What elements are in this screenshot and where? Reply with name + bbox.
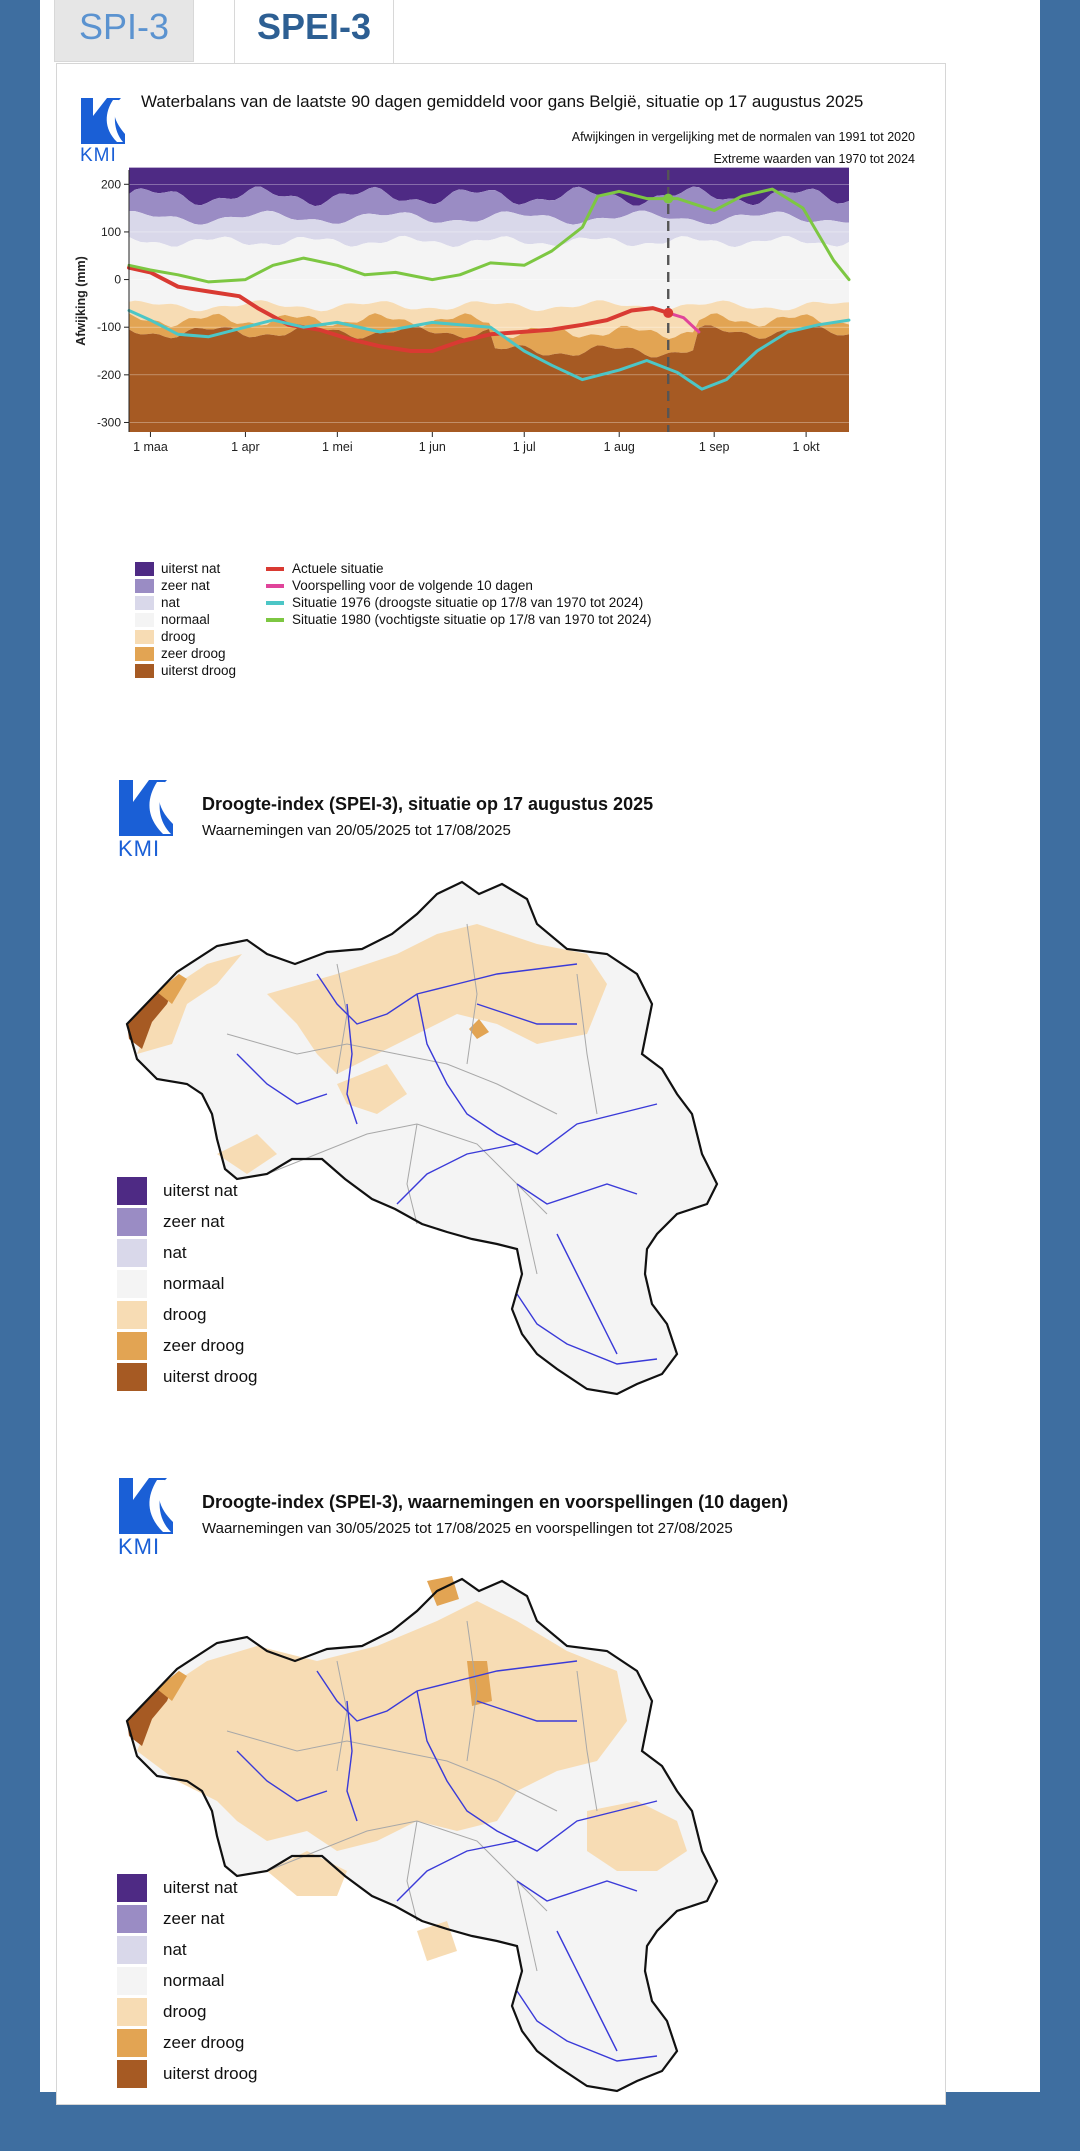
legend-swatch (117, 1967, 147, 1995)
y-tick-label: -100 (96, 320, 121, 335)
current-value-point (663, 308, 673, 318)
kmi-logo (117, 776, 179, 858)
x-tick-label: 1 sep (698, 440, 730, 454)
current-value-point (663, 194, 673, 204)
y-tick-label: -300 (96, 415, 121, 430)
legend-swatch (135, 596, 154, 610)
legend-label: normaal (163, 1274, 225, 1293)
kmi-logo (117, 1474, 179, 1556)
legend-label: normaal (163, 1971, 225, 1990)
legend-label: zeer nat (163, 1212, 225, 1231)
legend-swatch (117, 1177, 147, 1205)
legend-swatch (135, 630, 154, 644)
legend-swatch (117, 1332, 147, 1360)
kmi-logo (79, 94, 131, 164)
svg-text:KMI: KMI (80, 145, 117, 164)
y-tick-label: 200 (100, 177, 121, 192)
map2-legend (117, 1874, 317, 2104)
legend-swatch (117, 1905, 147, 1933)
map2-subtitle: Waarnemingen van 30/05/2025 tot 17/08/2025 en voorspellingen tot 27/08/2025 (202, 1520, 733, 1537)
legend-label: zeer droog (161, 646, 226, 661)
legend-swatch (135, 613, 154, 627)
legend-swatch (135, 664, 154, 678)
map1-legend (117, 1177, 317, 1407)
x-tick-label: 1 aug (603, 440, 635, 454)
legend-line-swatch (266, 567, 284, 571)
svg-text:KMI: KMI (118, 836, 161, 858)
y-tick-label: -200 (96, 367, 121, 382)
waterbalans-chart (57, 164, 943, 494)
legend-label: uiterst nat (163, 1181, 238, 1200)
chart-title: Waterbalans van de laatste 90 dagen gemiddeld voor gans België, situatie op 17 augustus 2025 (141, 92, 864, 111)
legend-label: normaal (161, 612, 210, 627)
svg-text:KMI: KMI (118, 1534, 161, 1556)
legend-label: nat (163, 1243, 187, 1262)
legend-swatch (117, 1239, 147, 1267)
legend-label: uiterst nat (161, 561, 221, 576)
content-panel (56, 63, 946, 2105)
legend-line-label: Situatie 1976 (droogste situatie op 17/8 van 1970 tot 2024) (292, 595, 644, 610)
x-tick-label: 1 maa (133, 440, 168, 454)
legend-label: nat (161, 595, 180, 610)
legend-swatch (117, 1936, 147, 1964)
map1-title: Droogte-index (SPEI-3), situatie op 17 augustus 2025 (202, 794, 654, 814)
legend-swatch (117, 1363, 147, 1391)
legend-line-swatch (266, 584, 284, 588)
legend-label: droog (161, 629, 196, 644)
chart-subtitle-extremes: Extreme waarden van 1970 tot 2024 (713, 152, 915, 166)
chart-subtitle-normals: Afwijkingen in vergelijking met de normalen van 1991 tot 2020 (571, 130, 915, 144)
legend-label: zeer nat (163, 1909, 225, 1928)
legend-label: uiterst nat (163, 1878, 238, 1897)
legend-line-label: Actuele situatie (292, 561, 384, 576)
legend-swatch (117, 1874, 147, 1902)
tab-spei-3[interactable]: SPEI-3 (234, 0, 394, 64)
legend-label: zeer droog (163, 1336, 245, 1355)
y-tick-label: 0 (114, 272, 121, 287)
legend-label: uiterst droog (161, 663, 237, 678)
band-uiterst-droog (129, 325, 849, 432)
tab-spi-3[interactable]: SPI-3 (54, 0, 194, 62)
legend-label: uiterst droog (163, 1367, 258, 1386)
legend-swatch (117, 2029, 147, 2057)
legend-swatch (135, 579, 154, 593)
legend-swatch (135, 562, 154, 576)
legend-line-label: Voorspelling voor de volgende 10 dagen (292, 578, 533, 593)
chart-legend (135, 562, 835, 682)
legend-line-swatch (266, 601, 284, 605)
x-tick-label: 1 jul (512, 440, 536, 454)
y-axis-label: Afwijking (mm) (74, 256, 88, 346)
legend-swatch (117, 1301, 147, 1329)
x-tick-label: 1 mei (322, 440, 353, 454)
band-normaal (129, 236, 849, 312)
legend-swatch (117, 1208, 147, 1236)
legend-line-swatch (266, 618, 284, 622)
legend-line-label: Situatie 1980 (vochtigste situatie op 17/8 van 1970 tot 2024) (292, 612, 652, 627)
map1-subtitle: Waarnemingen van 20/05/2025 tot 17/08/2025 (202, 822, 511, 839)
x-tick-label: 1 okt (792, 440, 820, 454)
legend-swatch (135, 647, 154, 661)
y-tick-label: 100 (100, 224, 121, 239)
legend-label: nat (163, 1940, 187, 1959)
x-tick-label: 1 apr (231, 440, 260, 454)
legend-swatch (117, 1270, 147, 1298)
legend-label: droog (163, 1305, 207, 1324)
legend-label: zeer nat (161, 578, 210, 593)
legend-swatch (117, 1998, 147, 2026)
legend-label: uiterst droog (163, 2064, 258, 2083)
legend-label: droog (163, 2002, 207, 2021)
legend-swatch (117, 2060, 147, 2088)
x-tick-label: 1 jun (418, 440, 446, 454)
legend-label: zeer droog (163, 2033, 245, 2052)
map2-title: Droogte-index (SPEI-3), waarnemingen en voorspellingen (10 dagen) (202, 1492, 789, 1512)
